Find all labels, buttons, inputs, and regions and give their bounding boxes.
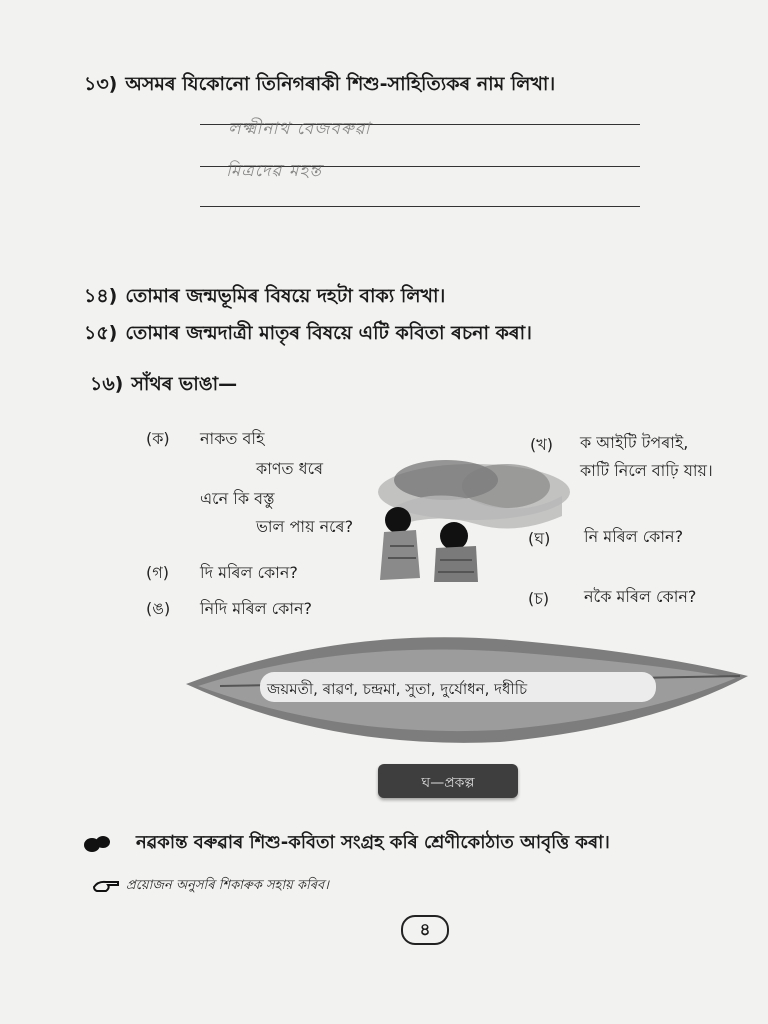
question-text: তোমাৰ জন্মভূমিৰ বিষয়ে দহটা বাক্য লিখা। — [125, 285, 446, 307]
question-14 — [84, 282, 445, 314]
riddle-kha-line: ক আইটি টপৰাই, — [580, 433, 689, 452]
riddle-label-ga: (গ) — [146, 563, 169, 582]
handwritten-answer-2: মিত্ৰদেৱ মহন্ত — [226, 161, 322, 181]
question-number: ১৪) — [84, 285, 118, 307]
riddle-label-kha: (খ) — [530, 435, 553, 454]
riddle-label-uma: (ঙ) — [146, 599, 171, 618]
question-15 — [84, 319, 532, 351]
bullet-icon — [82, 834, 112, 854]
section-badge-label: ঘ—প্ৰকল্প — [421, 775, 475, 791]
question-number: ১৫) — [84, 322, 118, 344]
page-number: ৪ — [401, 915, 449, 945]
riddle-ka-line: নাকত বহি — [200, 429, 265, 448]
question-16 — [90, 370, 237, 402]
question-number: ১৩) — [84, 73, 118, 95]
project-task: নৱকান্ত বৰুৱাৰ শিশু-কবিতা সংগ্ৰহ কৰি শ্ৰেণীকোঠাত আবৃত্তি কৰা। — [136, 832, 610, 853]
question-text: তোমাৰ জন্মদাত্ৰী মাতৃৰ বিষয়ে এটি কবিতা ৰচনা কৰা। — [125, 322, 532, 344]
question-13 — [84, 70, 555, 102]
riddle-ga-text: দি মৰিল কোন? — [200, 563, 298, 582]
pointing-hand-icon — [92, 878, 120, 894]
riddle-uma-text: নিদি মৰিল কোন? — [200, 599, 313, 618]
leaf-answer-words: জয়মতী, ৰাৱণ, চন্দ্ৰমা, সুতা, দুৰ্যোধন, দধীচি — [267, 680, 528, 698]
riddle-label-gha: (ঘ) — [528, 529, 551, 548]
question-text: অসমৰ যিকোনো তিনিগৰাকী শিশু-সাহিত্যিকৰ নাম লিখা। — [125, 73, 556, 95]
children-illustration — [376, 446, 576, 584]
question-text: সাঁথৰ ভাঙা— — [131, 373, 238, 395]
question-number: ১৬) — [90, 373, 124, 395]
handwritten-answer-1: লক্ষ্মীনাথ বেজবৰুৱা — [228, 119, 371, 139]
riddle-gha-text: নি মৰিল কোন? — [584, 527, 684, 546]
riddle-label-cha: (চ) — [528, 589, 550, 608]
riddle-ka-line: ভাল পায় নৰে? — [256, 517, 354, 536]
riddle-ka-line: এনে কি বস্তু — [200, 489, 275, 508]
riddle-cha-text: নকৈ মৰিল কোন? — [584, 587, 697, 606]
answer-line — [200, 206, 640, 207]
riddle-kha-line: কাটি নিলে বাঢ়ি যায়। — [580, 461, 713, 480]
teacher-note: প্ৰয়োজন অনুসৰি শিকাৰুক সহায় কৰিব। — [126, 878, 329, 893]
riddle-ka-line: কাণত ধৰে — [256, 459, 324, 478]
riddle-label-ka: (ক) — [146, 429, 170, 448]
section-badge — [378, 764, 518, 798]
